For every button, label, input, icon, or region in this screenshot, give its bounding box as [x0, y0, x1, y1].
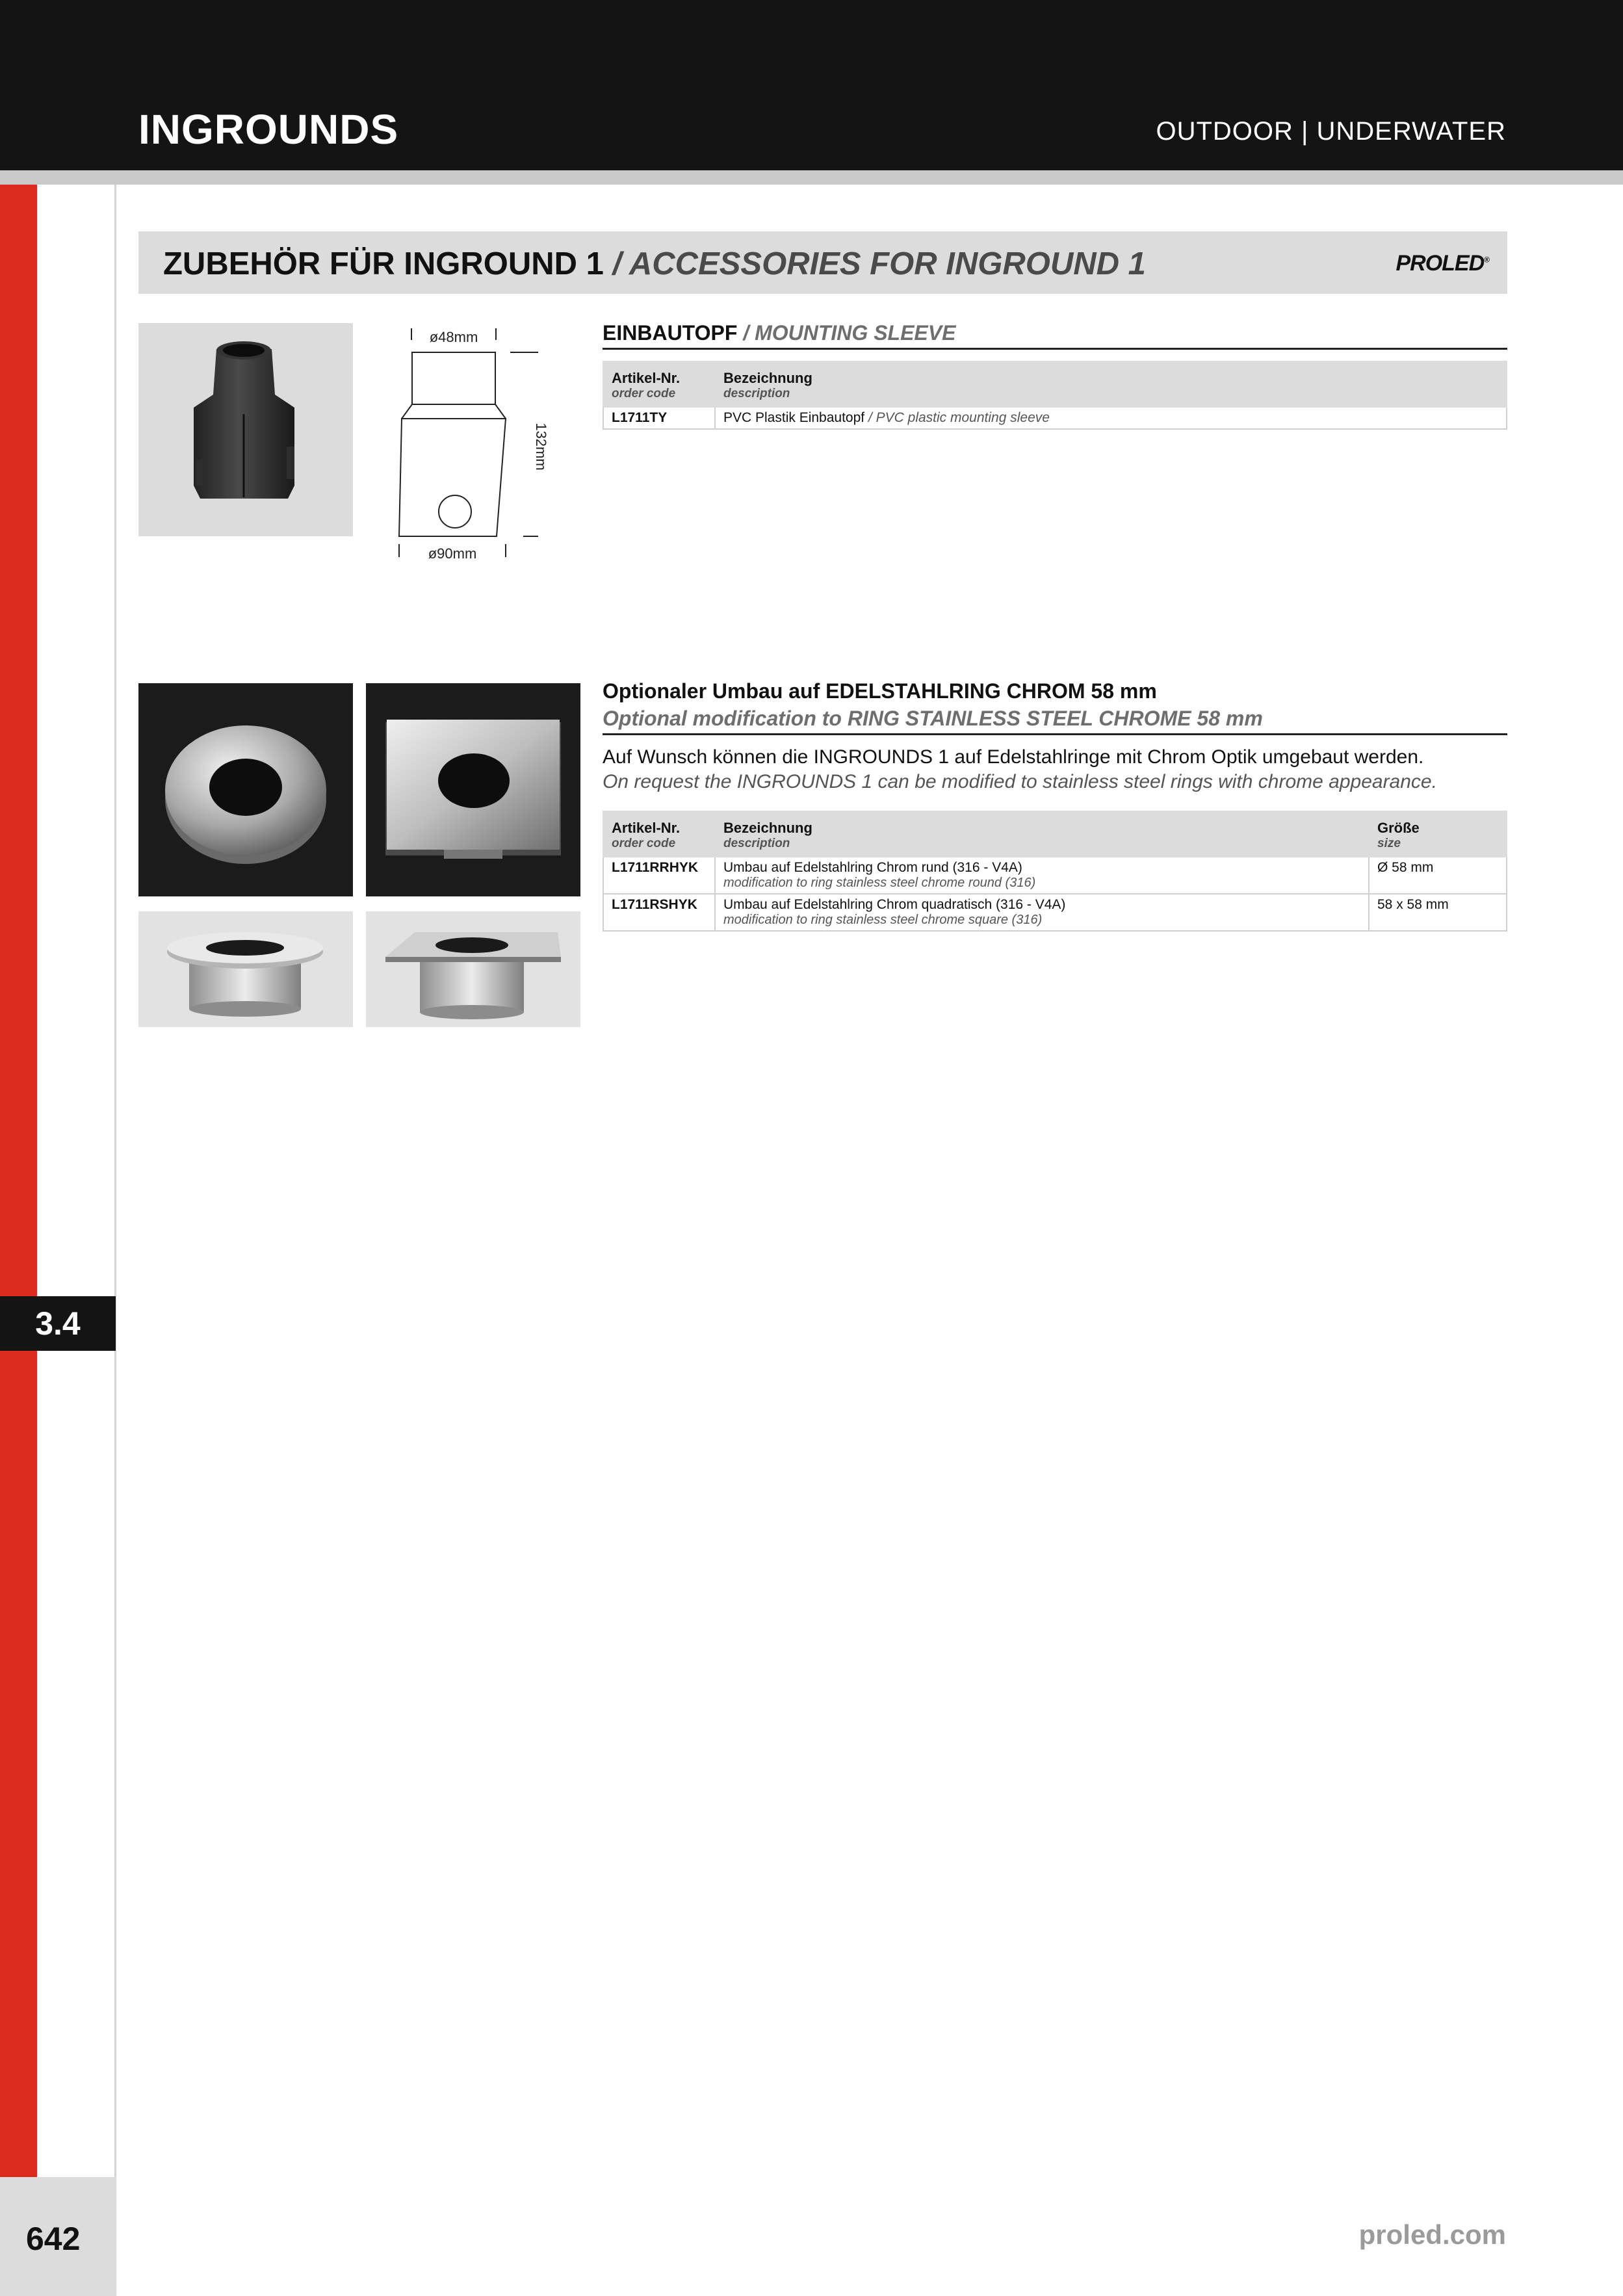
order-code: L1711RSHYK: [603, 894, 715, 931]
table-header-row: [603, 361, 1507, 407]
item-description: [715, 894, 1369, 931]
item-size: 58 x 58 mm: [1369, 894, 1507, 931]
chapter-tab: 3.4: [0, 1296, 116, 1351]
table-row: [603, 894, 1507, 931]
header-code-label: Artikel-Nr.: [612, 370, 681, 386]
section-title-en: / ACCESSORIES FOR INGROUND 1: [612, 246, 1146, 281]
section-title-de: ZUBEHÖR FÜR INGROUND 1: [163, 246, 604, 281]
side-divider: [114, 185, 116, 2296]
dimension-drawing: [390, 323, 552, 567]
mounting-sleeve-table: [603, 361, 1507, 430]
category-tagline: OUTDOOR | UNDERWATER: [1156, 117, 1506, 146]
table-row: [603, 857, 1507, 894]
heading-rule: [603, 733, 1507, 735]
header-code-label: Artikel-Nr.: [612, 820, 681, 836]
footer-url[interactable]: proled.com: [1358, 2219, 1506, 2250]
header-cell-code: [603, 811, 715, 857]
chapter-color-strip: [0, 185, 37, 2177]
header-size-label: Größe: [1377, 820, 1420, 836]
header-cell-description: [715, 811, 1369, 857]
ring-intro-text: Auf Wunsch können die INGROUNDS 1 auf Edelstahlringe mit Chrom Optik umgebaut werden.: [603, 746, 1424, 768]
square-ring-side-photo: [366, 911, 580, 1027]
dimension-top-label: ø48mm: [429, 329, 478, 345]
header-code-label-en: order code: [612, 387, 676, 400]
item-description: [715, 407, 1507, 429]
description-de: Umbau auf Edelstahlring Chrom quadratisch (316 - V4A): [723, 897, 1066, 912]
description-de: PVC Plastik Einbautopf: [723, 410, 865, 425]
header-description-label-en: description: [723, 837, 790, 850]
ring-option-heading-en: Optional modification to RING STAINLESS STEEL CHROME 58 mm: [603, 707, 1263, 730]
item-size: Ø 58 mm: [1369, 857, 1507, 894]
brand-logo-text: PROLED: [1396, 251, 1485, 276]
description-en: modification to ring stainless steel chrome round (316): [723, 876, 1036, 890]
round-ring-top-photo: [138, 683, 353, 896]
header-cell-description: [715, 361, 1507, 407]
table-header-row: [603, 811, 1507, 857]
order-code: L1711TY: [603, 407, 715, 429]
mounting-sleeve-heading-de: EINBAUTOPF: [603, 321, 738, 345]
ring-intro-text-en: On request the INGROUNDS 1 can be modified to stainless steel rings with chrome appearance.: [603, 771, 1437, 792]
heading-rule: [603, 348, 1507, 350]
order-code: L1711RRHYK: [603, 857, 715, 894]
section-banner: [138, 231, 1507, 294]
header-cell-code: [603, 361, 715, 407]
description-en: modification to ring stainless steel chrome square (316): [723, 913, 1043, 927]
header-description-label-en: description: [723, 387, 790, 400]
dimension-bottom-label: ø90mm: [428, 545, 477, 562]
page-number: 642: [26, 2221, 81, 2257]
header-cell-size: [1369, 811, 1507, 857]
table-row: [603, 407, 1507, 429]
round-ring-side-photo: [138, 911, 353, 1027]
ring-option-heading: Optionaler Umbau auf EDELSTAHLRING CHROM 58 mm: [603, 679, 1157, 703]
page-category-title: INGROUNDS: [138, 106, 399, 153]
description-en: / PVC plastic mounting sleeve: [868, 410, 1050, 425]
header-divider: [0, 170, 1623, 185]
mounting-sleeve-heading-en: / MOUNTING SLEEVE: [743, 321, 956, 345]
description-de: Umbau auf Edelstahlring Chrom rund (316 - V4A): [723, 860, 1022, 875]
section-title: [163, 246, 1146, 282]
header-description-label: Bezeichnung: [723, 370, 812, 386]
square-ring-top-photo: [366, 683, 580, 896]
ring-option-table: [603, 811, 1507, 932]
mounting-sleeve-heading: [603, 321, 955, 345]
item-description: [715, 857, 1369, 894]
dimension-height-label: 132mm: [533, 423, 549, 471]
mounting-sleeve-photo: [138, 323, 353, 536]
header-description-label: Bezeichnung: [723, 820, 812, 836]
brand-logo: PROLED®: [1396, 251, 1489, 276]
header-size-label-en: size: [1377, 837, 1401, 850]
header-code-label-en: order code: [612, 837, 676, 850]
